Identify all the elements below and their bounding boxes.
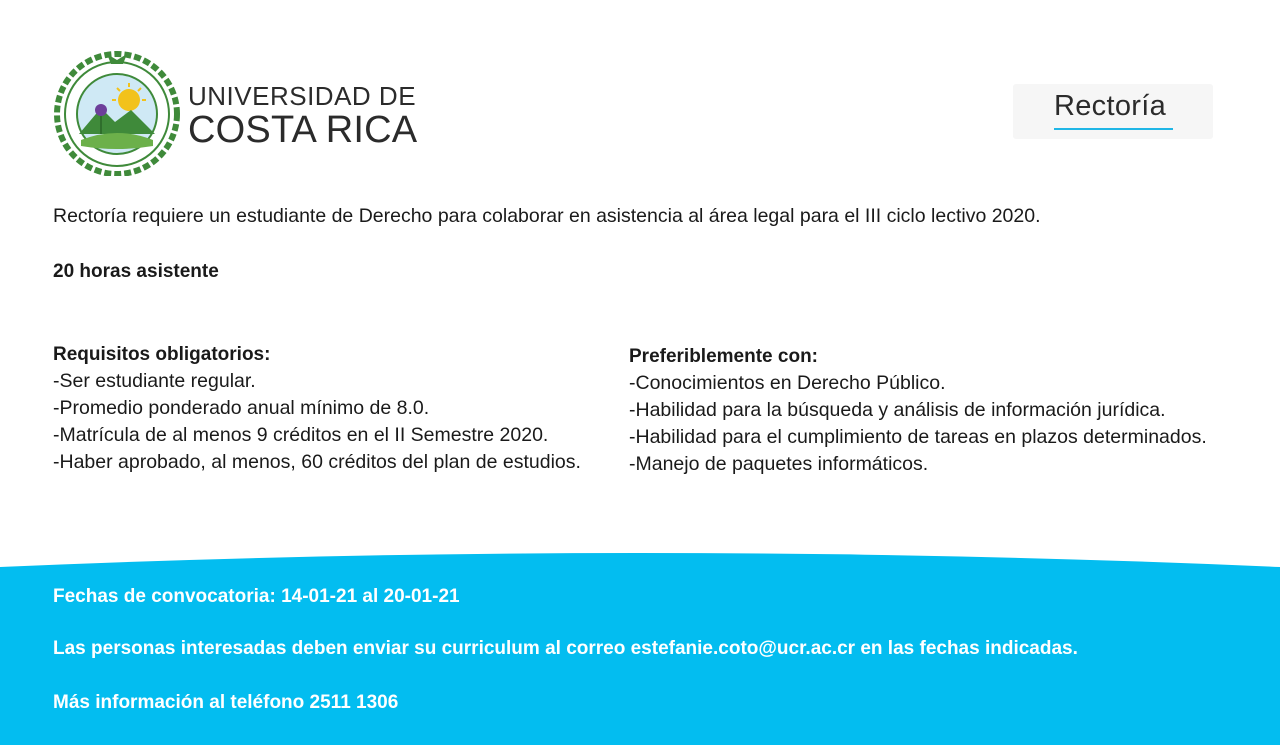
application-dates: Fechas de convocatoria: 14-01-21 al 20-01-21 xyxy=(53,586,460,607)
list-item: -Matrícula de al menos 9 créditos en el II Semestre 2020. xyxy=(53,424,549,446)
university-name-line2: COSTA RICA xyxy=(188,109,418,151)
phone-info: Más información al teléfono 2511 1306 xyxy=(53,692,399,713)
preferences-title: Preferiblemente con: xyxy=(629,346,818,367)
university-name-line1: UNIVERSIDAD DE xyxy=(188,81,417,111)
list-item: -Ser estudiante regular. xyxy=(53,370,256,392)
list-item: -Habilidad para el cumplimiento de tareas en plazos determinados. xyxy=(629,426,1207,448)
requirements-section xyxy=(53,341,581,476)
list-item: -Habilidad para la búsqueda y análisis de información jurídica. xyxy=(629,399,1166,421)
preferences-list xyxy=(629,370,1207,478)
requirements-title: Requisitos obligatorios: xyxy=(53,344,271,365)
list-item: -Haber aprobado, al menos, 60 créditos del plan de estudios. xyxy=(53,451,581,473)
university-wordmark xyxy=(188,82,417,150)
hours-label: 20 horas asistente xyxy=(53,261,219,282)
university-seal-logo xyxy=(53,48,181,176)
list-item: -Conocimientos en Derecho Público. xyxy=(629,372,946,394)
contact-instructions: Las personas interesadas deben enviar su curriculum al correo estefanie.coto@ucr.ac.cr en las fechas indicadas. xyxy=(53,638,1078,659)
office-underline xyxy=(1054,128,1173,130)
requirements-list xyxy=(53,368,581,476)
preferences-section xyxy=(629,343,1207,478)
intro-text: Rectoría requiere un estudiante de Derecho para colaborar en asistencia al área legal para el III ciclo lectivo 2020. xyxy=(53,205,1041,227)
office-label: Rectoría xyxy=(1054,90,1166,122)
list-item: -Promedio ponderado anual mínimo de 8.0. xyxy=(53,397,430,419)
list-item: -Manejo de paquetes informáticos. xyxy=(629,453,929,475)
